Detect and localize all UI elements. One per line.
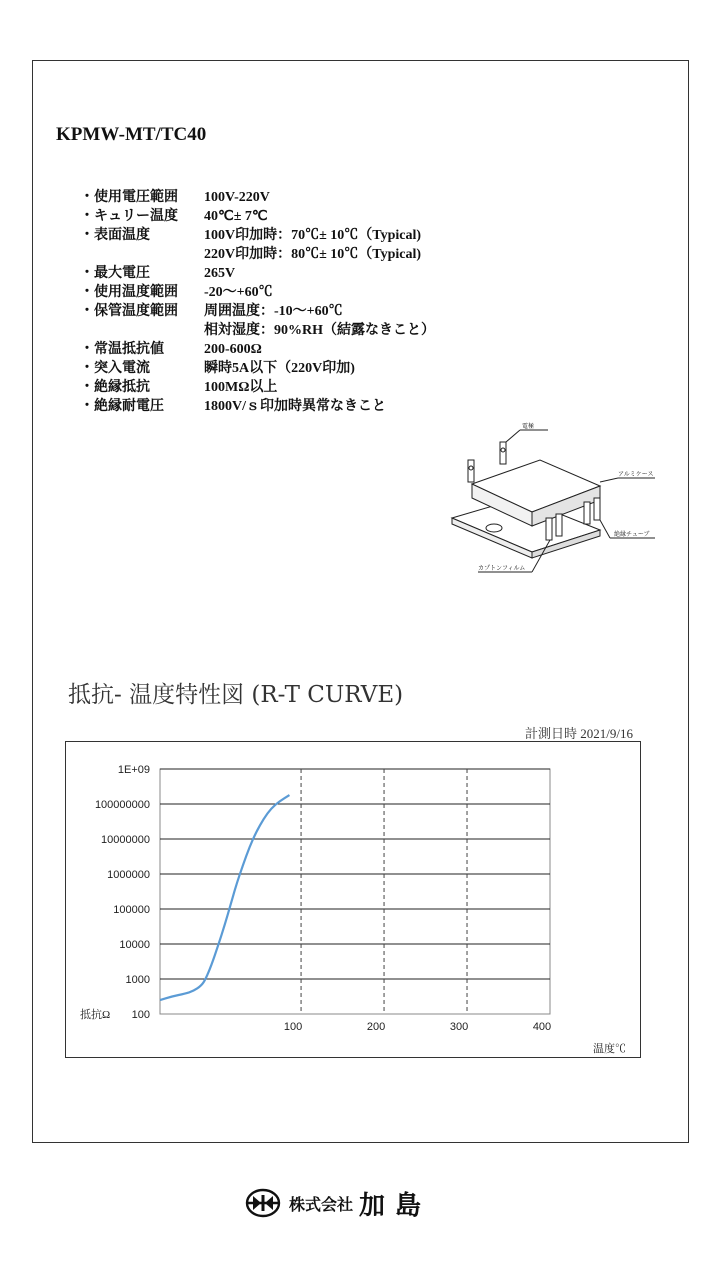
spec-list [80,188,435,416]
spec-label: ・使用電圧範囲 [80,190,178,205]
drawing-label-kapton-film: カプトンフィルム [478,565,526,572]
x-tick-label: 400 [532,1021,552,1033]
spec-label [80,321,204,340]
spec-value: 40℃± 7℃ [204,209,268,224]
y-tick-label: 10000000 [101,834,150,846]
drawing-label-aluminum-case: アルミケース [618,471,654,478]
spec-row [80,245,435,264]
measure-date: 計測日時 2021/9/16 [525,726,633,741]
spec-row [80,397,435,416]
company-name: 加島 [359,1190,432,1221]
spec-label: ・保管温度範囲 [80,304,178,319]
spec-label: ・絶縁抵抗 [80,380,150,395]
spec-row [80,340,435,359]
spec-row [80,264,435,283]
spec-value: 265V [204,266,236,281]
rt-chart [66,742,640,1057]
y-tick-label: 1000 [125,974,150,986]
spec-row [80,207,435,226]
y-tick-label: 10000 [119,939,150,951]
spec-label: ・突入電流 [80,361,150,376]
spec-row [80,283,435,302]
spec-label [80,245,204,264]
spec-row [80,226,435,245]
model-name: KPMW-MT/TC40 [56,124,207,145]
spec-row [80,378,435,397]
spec-label: ・使用温度範囲 [80,285,178,300]
spec-row [80,359,435,378]
rt-curve-title: 抵抗- 温度特性図 (R-T CURVE) [68,682,404,708]
spec-value: 220V印加時：80℃± 10℃（Typical) [204,247,422,262]
spec-row [80,188,435,207]
spec-value: 周囲温度：-10～+60℃ [204,304,343,319]
rt-curve-line [160,795,289,1000]
x-tick-label: 100 [283,1021,303,1033]
spec-row [80,302,435,321]
y-tick-label: 100000000 [94,799,150,811]
spec-label: ・表面温度 [80,228,150,243]
spec-value: -20～+60℃ [204,285,273,300]
spec-value: 100MΩ以上 [204,380,278,395]
x-axis-label: 温度℃ [593,1043,626,1055]
rt-chart-frame [65,741,641,1058]
spec-label: ・キュリー温度 [80,209,178,224]
drawing-label-insulation-tube: 絶縁チューブ [614,531,650,538]
y-tick-label: 100000 [113,904,150,916]
spec-value: 100V-220V [204,190,270,205]
company-logo-icon [245,1188,281,1218]
y-tick-label: 1000000 [107,869,150,881]
spec-value: 100V印加時：70℃± 10℃（Typical) [204,228,422,243]
spec-label: ・最大電圧 [80,266,150,281]
y-axis-label: 抵抗Ω [80,1009,111,1021]
company-footer [245,1186,431,1220]
spec-value: 1800V/ｓ印加時異常なきこと [204,399,386,414]
spec-row [80,321,435,340]
spec-label: ・絶縁耐電圧 [80,399,164,414]
spec-label: ・常温抵抗値 [80,342,164,357]
spec-value: 200-600Ω [204,342,262,357]
product-drawing [450,420,660,580]
y-tick-label: 100 [131,1009,150,1021]
drawing-label-electrode: 電極 [522,423,535,430]
company-type: 株式会社 [289,1194,354,1214]
x-tick-label: 300 [449,1021,469,1033]
spec-value: 相対湿度：90%RH（結露なきこと） [204,323,435,338]
plot-area [160,769,550,1014]
y-tick-label: 1E+09 [117,764,150,776]
spec-value: 瞬時5A以下（220V印加) [204,361,355,376]
x-tick-label: 200 [366,1021,386,1033]
